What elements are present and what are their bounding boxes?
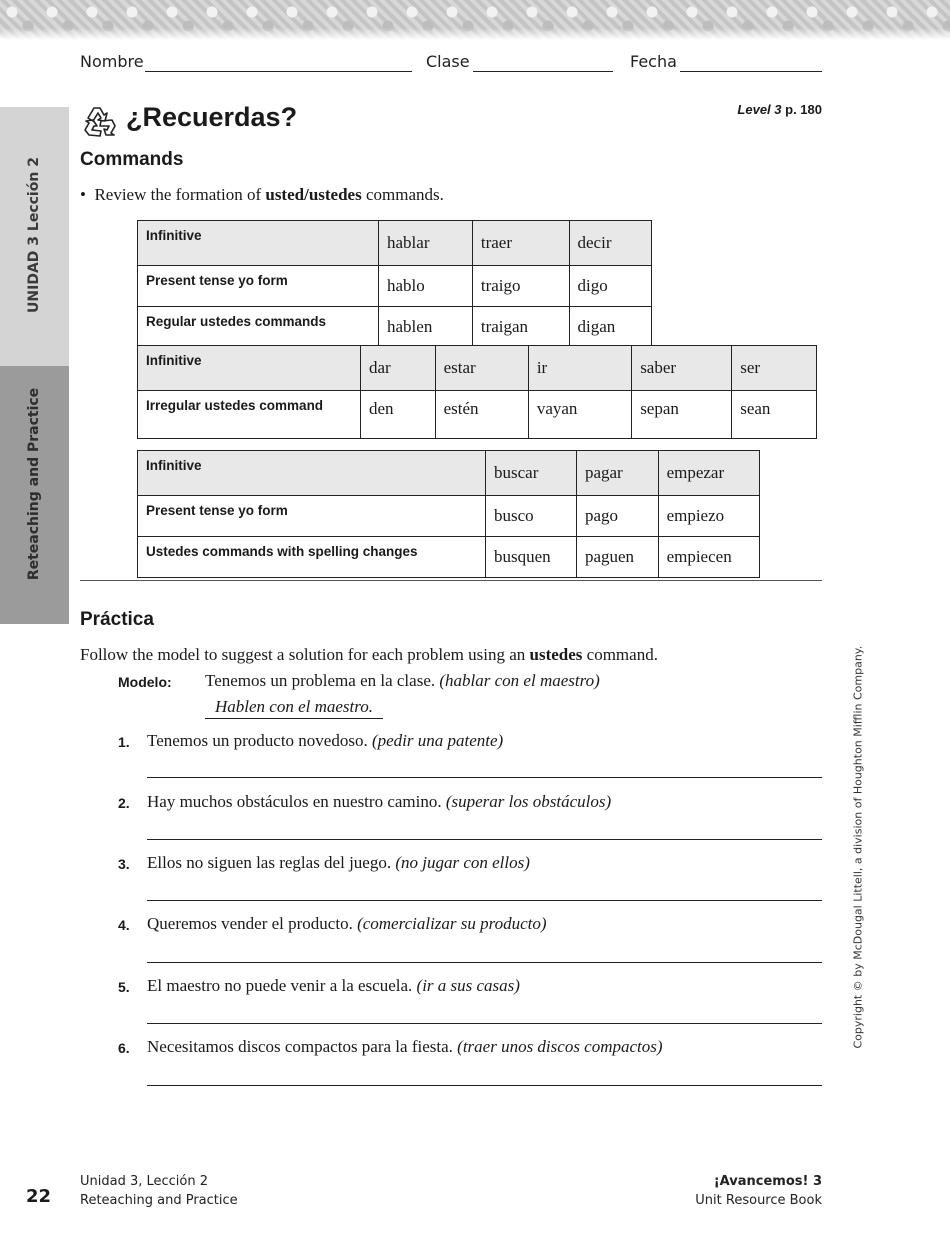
table-row bbox=[138, 537, 760, 578]
table-cell: pago bbox=[576, 496, 658, 537]
table-row bbox=[138, 451, 760, 496]
answer-line[interactable] bbox=[147, 962, 822, 963]
row-label: Irregular ustedes command bbox=[138, 391, 361, 439]
row-label: Ustedes commands with spelling changes bbox=[138, 537, 486, 578]
exercise-item bbox=[118, 792, 822, 852]
row-label: Present tense yo form bbox=[138, 266, 379, 307]
answer-line[interactable] bbox=[147, 777, 822, 778]
table-cell: digan bbox=[569, 307, 652, 348]
table-cell: hablar bbox=[379, 221, 473, 266]
exercise-item bbox=[118, 731, 822, 791]
table-cell: buscar bbox=[486, 451, 577, 496]
modelo-hint: (hablar con el maestro) bbox=[439, 671, 600, 690]
item-prompt bbox=[147, 1037, 663, 1057]
footer-unit: Unidad 3, Lección 2 bbox=[80, 1174, 209, 1189]
modelo-sentence-text: Tenemos un problema en la clase. bbox=[205, 671, 440, 690]
nombre-label: Nombre bbox=[80, 52, 144, 71]
row-label: Present tense yo form bbox=[138, 496, 486, 537]
item-prompt bbox=[147, 731, 503, 751]
table-cell: sepan bbox=[632, 391, 732, 439]
table-cell: saber bbox=[632, 346, 732, 391]
table-cell: traigo bbox=[472, 266, 569, 307]
item-number: 4. bbox=[118, 917, 130, 933]
footer-right bbox=[695, 1172, 822, 1210]
side-tab-unit-label: UNIDAD 3 Lección 2 bbox=[26, 157, 42, 313]
table-row bbox=[138, 496, 760, 537]
answer-line[interactable] bbox=[147, 1085, 822, 1086]
table-cell: ir bbox=[528, 346, 631, 391]
item-number: 1. bbox=[118, 734, 130, 750]
table-cell: busco bbox=[486, 496, 577, 537]
bullet-text-bold: usted/ustedes bbox=[265, 185, 362, 204]
table-cell: empezar bbox=[658, 451, 759, 496]
recycle-icon bbox=[80, 104, 120, 140]
level-label: Level 3 bbox=[737, 102, 782, 117]
table-cell: paguen bbox=[576, 537, 658, 578]
table-cell: hablen bbox=[379, 307, 473, 348]
side-tab-unit bbox=[0, 107, 69, 366]
table-row bbox=[138, 266, 652, 307]
bullet-text-post: commands. bbox=[361, 185, 444, 204]
table-cell: busquen bbox=[486, 537, 577, 578]
modelo-sentence bbox=[205, 671, 600, 691]
table-cell: digo bbox=[569, 266, 652, 307]
item-sentence: Necesitamos discos compactos para la fiesta. bbox=[147, 1037, 458, 1056]
table-cell: dar bbox=[361, 346, 436, 391]
irregular-commands-table bbox=[137, 345, 817, 439]
item-prompt bbox=[147, 853, 530, 873]
level-page: p. 180 bbox=[785, 102, 822, 117]
item-number: 6. bbox=[118, 1040, 130, 1056]
item-prompt bbox=[147, 976, 520, 996]
item-number: 5. bbox=[118, 979, 130, 995]
commands-bullet: • Review the formation of usted/ustedes commands. bbox=[80, 185, 444, 204]
instructions-bold: ustedes bbox=[529, 645, 583, 664]
fecha-label: Fecha bbox=[630, 52, 677, 71]
table-row bbox=[138, 307, 652, 348]
footer-book-title: ¡Avancemos! 3 bbox=[713, 1174, 822, 1189]
table-cell: decir bbox=[569, 221, 652, 266]
table-cell: hablo bbox=[379, 266, 473, 307]
item-sentence: El maestro no puede venir a la escuela. bbox=[147, 976, 417, 995]
answer-line[interactable] bbox=[147, 900, 822, 901]
table-cell: empiecen bbox=[658, 537, 759, 578]
item-hint: (pedir una patente) bbox=[371, 731, 504, 750]
level-reference bbox=[737, 102, 822, 117]
row-label: Infinitive bbox=[138, 451, 486, 496]
page-title: ¿Recuerdas? bbox=[126, 102, 298, 132]
item-prompt bbox=[147, 792, 611, 812]
header-fields bbox=[80, 52, 822, 76]
item-sentence: Tenemos un producto novedoso. bbox=[147, 731, 372, 750]
clase-label: Clase bbox=[426, 52, 470, 71]
bullet-text-pre: Review the formation of bbox=[94, 185, 266, 204]
clase-field[interactable] bbox=[473, 70, 613, 72]
nombre-field[interactable] bbox=[145, 70, 412, 72]
banner-fade bbox=[0, 28, 950, 40]
table-cell: empiezo bbox=[658, 496, 759, 537]
row-label: Infinitive bbox=[138, 221, 379, 266]
item-number: 3. bbox=[118, 856, 130, 872]
item-hint: (ir a sus casas) bbox=[416, 976, 520, 995]
table-cell: den bbox=[361, 391, 436, 439]
row-label: Infinitive bbox=[138, 346, 361, 391]
footer-book-subtitle: Unit Resource Book bbox=[695, 1193, 822, 1208]
item-hint: (no jugar con ellos) bbox=[395, 853, 530, 872]
item-sentence: Hay muchos obstáculos en nuestro camino. bbox=[147, 792, 446, 811]
row-label: Regular ustedes commands bbox=[138, 307, 379, 348]
table-cell: pagar bbox=[576, 451, 658, 496]
answer-line[interactable] bbox=[147, 839, 822, 840]
instructions-pre: Follow the model to suggest a solution for each problem using an bbox=[80, 645, 530, 664]
item-hint: (traer unos discos compactos) bbox=[457, 1037, 663, 1056]
practica-instructions bbox=[80, 645, 658, 665]
table-row bbox=[138, 391, 817, 439]
table-cell: ser bbox=[732, 346, 817, 391]
side-tab-section-label: Reteaching and Practice bbox=[26, 387, 42, 581]
table-cell: traer bbox=[472, 221, 569, 266]
page-number: 22 bbox=[26, 1186, 52, 1207]
item-prompt bbox=[147, 914, 547, 934]
fecha-field[interactable] bbox=[680, 70, 822, 72]
item-sentence: Ellos no siguen las reglas del juego. bbox=[147, 853, 396, 872]
side-tab-section bbox=[0, 366, 69, 624]
item-number: 2. bbox=[118, 795, 130, 811]
answer-line[interactable] bbox=[147, 1023, 822, 1024]
exercise-item bbox=[118, 1037, 822, 1097]
practica-heading: Práctica bbox=[80, 609, 154, 630]
table-cell: sean bbox=[732, 391, 817, 439]
table-cell: vayan bbox=[528, 391, 631, 439]
commands-heading: Commands bbox=[80, 149, 184, 170]
table-cell: traigan bbox=[472, 307, 569, 348]
modelo-label: Modelo: bbox=[118, 674, 172, 690]
item-hint: (superar los obstáculos) bbox=[445, 792, 612, 811]
exercise-item bbox=[118, 976, 822, 1036]
footer-section: Reteaching and Practice bbox=[80, 1193, 238, 1208]
item-sentence: Queremos vender el producto. bbox=[147, 914, 358, 933]
exercise-item bbox=[118, 914, 822, 974]
table-cell: estén bbox=[435, 391, 528, 439]
table-row bbox=[138, 221, 652, 266]
modelo-answer: Hablen con el maestro. bbox=[205, 697, 383, 719]
regular-commands-table bbox=[137, 220, 652, 348]
item-hint: (comercializar su producto) bbox=[357, 914, 547, 933]
section-divider bbox=[80, 580, 822, 581]
footer-left bbox=[80, 1172, 238, 1210]
table-row bbox=[138, 346, 817, 391]
instructions-post: command. bbox=[582, 645, 658, 664]
spelling-change-table bbox=[137, 450, 760, 578]
exercise-item bbox=[118, 853, 822, 913]
copyright-notice: Copyright © by McDougal Littell, a division of Houghton Mifflin Company. bbox=[851, 645, 865, 1049]
table-cell: estar bbox=[435, 346, 528, 391]
